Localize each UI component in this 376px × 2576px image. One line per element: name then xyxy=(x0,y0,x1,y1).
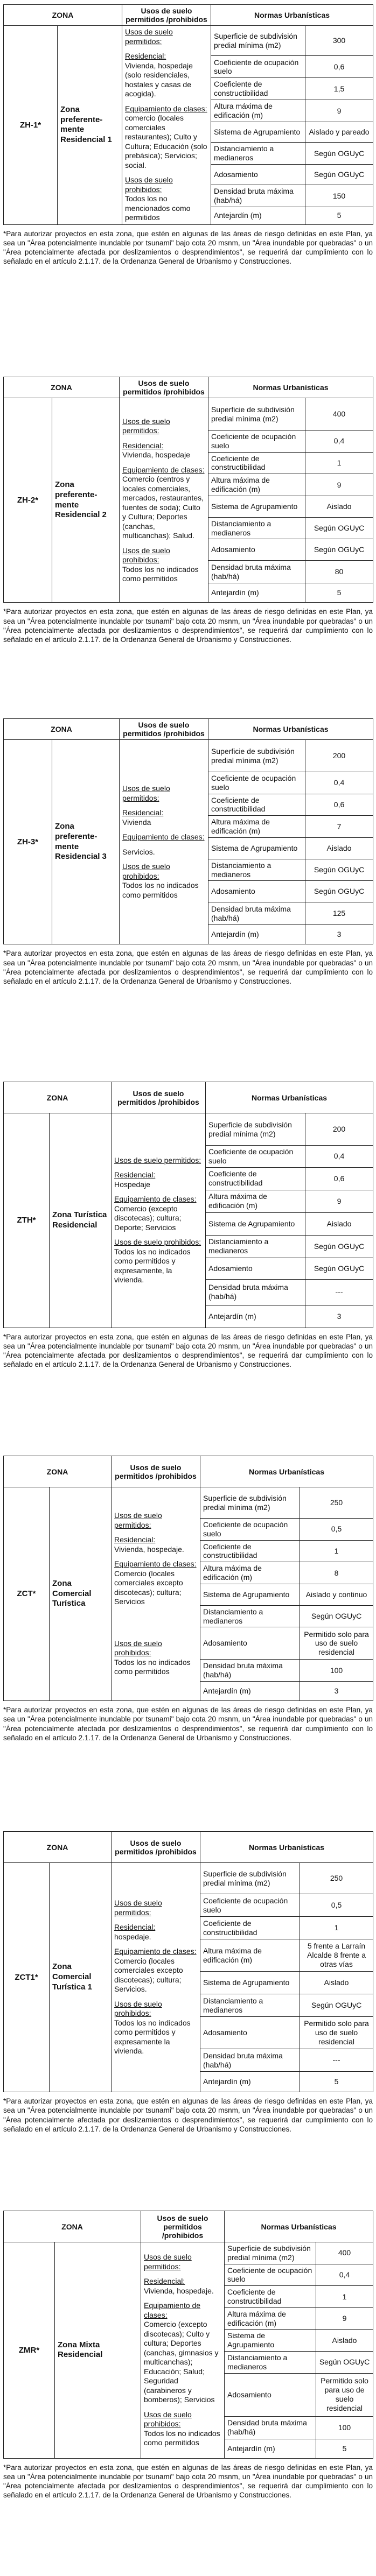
norm-value: Según OGUyC xyxy=(300,1994,373,2017)
norm-label: Coeficiente de ocupación suelo xyxy=(200,1894,300,1917)
uses-text: Todos los no indicados como permitidos y expresamente, la vivienda. xyxy=(114,1247,191,1285)
header-normas: Normas Urbanísticas xyxy=(200,1832,373,1863)
norm-label: Superficie de subdivisión predial mínima (m2) xyxy=(208,740,305,772)
norm-label: Distanciamiento a medianeros xyxy=(208,859,305,881)
norm-value: 5 xyxy=(316,2439,373,2458)
zone-table xyxy=(3,718,373,944)
norm-label: Coeficiente de constructibilidad xyxy=(200,1917,300,1939)
zone-code: ZH-1* xyxy=(4,26,58,225)
norm-value: Aislado xyxy=(305,837,373,859)
norm-label: Altura máxima de edificación (m) xyxy=(208,816,305,838)
uses-title: Equipamiento de clases: xyxy=(114,1947,197,1956)
norm-value: 0,6 xyxy=(305,794,373,816)
norm-value: Según OGUyC xyxy=(305,143,373,165)
norm-label: Sistema de Agrupamiento xyxy=(208,837,305,859)
uses-title: Usos de suelo permitidos: xyxy=(122,417,170,435)
uses-text: Todos los no mencionados como permitidos xyxy=(125,194,191,222)
header-zona: ZONA xyxy=(4,2211,141,2242)
uses-text: Todos los no indicados como permitidos xyxy=(122,881,199,899)
norm-value: Según OGUyC xyxy=(316,2351,373,2373)
uses-cell xyxy=(141,2242,225,2459)
zone-table xyxy=(3,2211,373,2459)
norm-label: Coeficiente de ocupación suelo xyxy=(211,56,305,78)
norm-label: Coeficiente de constructibilidad xyxy=(208,794,305,816)
norm-label: Altura máxima de edificación (m) xyxy=(200,1562,300,1584)
norm-value: 1 xyxy=(300,1540,373,1562)
zone-name: Zona Comercial Turística xyxy=(50,1487,112,1701)
uses-title: Equipamiento de clases: xyxy=(122,832,205,842)
uses-text: Comercio (locales comerciales excepto discotecas); cultura; Servicios. xyxy=(114,1956,183,1994)
norm-value: Aislado y continuo xyxy=(300,1584,373,1605)
norm-label: Densidad bruta máxima (hab/há) xyxy=(200,1660,300,1682)
uses-title: Usos de suelo prohibidos: xyxy=(122,862,170,880)
zone-block-zh3 xyxy=(3,718,373,986)
norm-label: Superficie de subdivisión predial mínima (m2) xyxy=(208,398,305,430)
uses-title: Usos de suelo prohibidos: xyxy=(114,1999,162,2018)
norm-value: 0,6 xyxy=(305,1167,373,1190)
header-normas: Normas Urbanísticas xyxy=(211,5,373,26)
header-zona: ZONA xyxy=(4,5,122,26)
norm-label: Altura máxima de edificación (m) xyxy=(208,474,305,496)
norm-value: 1 xyxy=(316,2286,373,2308)
norm-value: 1 xyxy=(305,452,373,474)
header-usos: Usos de suelo permitidos /prohibidos xyxy=(141,2211,225,2242)
norm-value: Aislado xyxy=(300,1972,373,1994)
norm-value: Según OGUyC xyxy=(305,1235,373,1258)
norm-value: --- xyxy=(305,1279,373,1305)
norm-value: 5 frente a Larraín Alcalde 8 frente a otras vías xyxy=(300,1939,373,1972)
norm-label: Adosamiento xyxy=(208,881,305,902)
norm-label: Coeficiente de ocupación suelo xyxy=(200,1519,300,1541)
norm-value: 0,6 xyxy=(305,56,373,78)
uses-cell xyxy=(120,398,208,603)
norm-label: Coeficiente de constructibilidad xyxy=(206,1167,305,1190)
uses-title: Residencial: xyxy=(114,1923,156,1932)
norm-value: 200 xyxy=(305,1113,373,1146)
zone-table xyxy=(3,1456,373,1701)
uses-title: Equipamiento de clases: xyxy=(125,104,207,113)
header-zona: ZONA xyxy=(4,1456,112,1487)
uses-title: Residencial: xyxy=(125,52,166,60)
risk-note: *Para autorizar proyectos en esta zona, que estén en algunas de las áreas de riesgo definidas en este Plan, ya sea un "Área potencialmente inundable por tsunami" bajo cota 20 msnm, un "Área inundable por quebradas" o un "Área potencialmente afectada por deslizamientos o desprendimientos", se requerirá dar cumplimiento con lo señalado en el artículo 2.1.17. de la Ordenanza General de Urbanismo y Construcciones. xyxy=(3,1332,373,1369)
zone-code: ZMR* xyxy=(4,2242,55,2459)
norm-value: Según OGUyC xyxy=(305,1258,373,1279)
uses-text: Todos los no indicados como permitidos y expresamente la vivienda. xyxy=(114,2018,191,2056)
norm-label: Superficie de subdivisión predial mínima (m2) xyxy=(200,1863,300,1894)
uses-text: Vivienda, hospedaje (solo residenciales, hostales y casas de acogida). xyxy=(125,61,193,98)
uses-text: Todos los no indicados como permitidos xyxy=(114,1657,191,1676)
norm-value: Según OGUyC xyxy=(305,517,373,539)
norm-label: Altura máxima de edificación (m) xyxy=(200,1939,300,1972)
norm-value: Según OGUyC xyxy=(305,881,373,902)
norm-value: 8 xyxy=(300,1562,373,1584)
uses-title: Usos de suelo permitidos: xyxy=(114,1155,201,1165)
norm-value: 0,4 xyxy=(305,430,373,453)
norm-label: Superficie de subdivisión predial mínima (m2) xyxy=(225,2242,316,2264)
norm-value: 125 xyxy=(305,902,373,925)
norm-value: 250 xyxy=(300,1487,373,1519)
header-normas: Normas Urbanísticas xyxy=(225,2211,373,2242)
uses-title: Usos de suelo prohibidos: xyxy=(122,546,170,564)
norm-value: 9 xyxy=(305,100,373,122)
norm-label: Densidad bruta máxima (hab/há) xyxy=(200,2049,300,2072)
norm-label: Coeficiente de ocupación suelo xyxy=(208,430,305,453)
uses-text: Todos los no indicados como permitidos xyxy=(122,564,199,583)
uses-cell xyxy=(122,26,211,225)
header-normas: Normas Urbanísticas xyxy=(208,377,373,398)
norm-label: Distanciamiento a medianeros xyxy=(208,517,305,539)
norm-value: Según OGUyC xyxy=(305,859,373,881)
norm-value: Según OGUyC xyxy=(300,1605,373,1627)
norm-value: 1,5 xyxy=(305,78,373,100)
zone-table xyxy=(3,4,373,225)
norm-value: 200 xyxy=(305,740,373,772)
zone-name: Zona preferente-mente Residencial 2 xyxy=(52,398,120,603)
zone-name: Zona Comercial Turística 1 xyxy=(50,1863,112,2092)
norm-label: Densidad bruta máxima (hab/há) xyxy=(208,561,305,583)
uses-text: Vivienda, hospedaje. xyxy=(114,1544,184,1554)
norm-label: Coeficiente de ocupación suelo xyxy=(206,1146,305,1168)
zone-block-zth xyxy=(3,1082,373,1370)
norm-value: Según OGUyC xyxy=(305,165,373,185)
header-usos: Usos de suelo permitidos /prohibidos xyxy=(120,377,208,398)
zone-block-zmr xyxy=(3,2211,373,2500)
norm-label: Sistema de Agrupamiento xyxy=(206,1212,305,1235)
uses-text: Vivienda, hospedaje xyxy=(122,450,190,460)
zone-table xyxy=(3,1082,373,1328)
zone-code: ZH-2* xyxy=(4,398,52,603)
header-normas: Normas Urbanísticas xyxy=(206,1082,373,1113)
uses-title: Usos de suelo prohibidos: xyxy=(125,175,173,194)
norm-label: Antejardín (m) xyxy=(206,1305,305,1328)
norm-label: Adosamiento xyxy=(211,165,305,185)
norm-value: Permitido solo para uso de suelo residencial xyxy=(300,1627,373,1660)
norm-label: Antejardín (m) xyxy=(200,1681,300,1700)
norm-label: Distanciamiento a medianeros xyxy=(200,1994,300,2017)
norm-label: Sistema de Agrupamiento xyxy=(200,1584,300,1605)
norm-label: Coeficiente de ocupación suelo xyxy=(208,772,305,794)
uses-text: Comercio (centros y locales comerciales, mercados, restaurantes, fuentes de soda); Culto y Cultura; Deportes (canchas, multicanchas); Salud. xyxy=(122,475,204,540)
norm-value: 3 xyxy=(305,925,373,944)
norm-value: 7 xyxy=(305,816,373,838)
norm-value: 5 xyxy=(305,583,373,603)
uses-title: Residencial: xyxy=(122,808,164,817)
zone-block-zct xyxy=(3,1456,373,1742)
norm-label: Adosamiento xyxy=(208,539,305,561)
norm-value: 5 xyxy=(300,2072,373,2092)
uses-title: Equipamiento de clases: xyxy=(114,1195,197,1204)
uses-text: Comercio (locales comerciales excepto discotecas); cultura; Servicios xyxy=(114,1569,183,1606)
norm-value: 0,5 xyxy=(300,1894,373,1917)
norm-value: Aislado xyxy=(305,1212,373,1235)
risk-note: *Para autorizar proyectos en esta zona, que estén en algunas de las áreas de riesgo definidas en este Plan, ya sea un "Área potencialmente inundable por tsunami" bajo cota 20 msnm, un "Área inundable por quebradas" o un "Área potencialmente afectada por deslizamientos o desprendimientos", se requerirá dar cumplimiento con lo señalado en el artículo 2.1.17. de la Ordenanza General de Urbanismo y Construcciones. xyxy=(3,949,373,986)
norm-value: 150 xyxy=(305,185,373,207)
header-usos: Usos de suelo permitidos /prohibidos xyxy=(112,1832,200,1863)
uses-text: Vivienda xyxy=(122,817,151,827)
norm-value: 5 xyxy=(305,207,373,224)
zone-code: ZH-3* xyxy=(4,740,52,944)
norm-label: Antejardín (m) xyxy=(208,925,305,944)
header-zona: ZONA xyxy=(4,719,120,740)
risk-note: *Para autorizar proyectos en esta zona, que estén en algunas de las áreas de riesgo definidas en este Plan, ya sea un "Área potencialmente inundable por tsunami" bajo cota 20 msnm, un "Área inundable por quebradas" o un "Área potencialmente afectada por deslizamientos o desprendimientos", se requerirá dar cumplimiento con lo señalado en el artículo 2.1.17. de la Ordenanza General de Urbanismo y Construcciones. xyxy=(3,608,373,644)
norm-value: 9 xyxy=(316,2307,373,2330)
risk-note: *Para autorizar proyectos en esta zona, que estén en algunas de las áreas de riesgo definidas en este Plan, ya sea un "Área potencialmente inundable por tsunami" bajo cota 20 msnm, un "Área inundable por quebradas" o un "Área potencialmente afectada por deslizamientos o desprendimientos", se requerirá dar cumplimiento con lo señalado en el artículo 2.1.17. de la Ordenanza General de Urbanismo y Construcciones. xyxy=(3,2463,373,2500)
header-zona: ZONA xyxy=(4,377,120,398)
norm-value: 80 xyxy=(305,561,373,583)
norm-value: --- xyxy=(300,2049,373,2072)
header-normas: Normas Urbanísticas xyxy=(200,1456,373,1487)
uses-cell xyxy=(112,1863,200,2092)
header-normas: Normas Urbanísticas xyxy=(208,719,373,740)
uses-title: Usos de suelo prohibidos: xyxy=(114,1639,162,1657)
norm-label: Adosamiento xyxy=(206,1258,305,1279)
norm-label: Adosamiento xyxy=(225,2373,316,2416)
zone-code: ZCT* xyxy=(4,1487,50,1701)
norm-value: 400 xyxy=(316,2242,373,2264)
uses-title: Usos de suelo permitidos: xyxy=(144,2253,192,2271)
zone-code: ZTH* xyxy=(4,1113,50,1328)
uses-title: Usos de suelo permitidos: xyxy=(125,27,173,46)
zone-block-zh1 xyxy=(3,4,373,266)
zone-name: Zona Mixta Residencial xyxy=(55,2242,141,2459)
header-usos: Usos de suelo permitidos /prohibidos xyxy=(112,1082,206,1113)
zone-block-zh2 xyxy=(3,377,373,644)
norm-label: Distanciamiento a medianeros xyxy=(206,1235,305,1258)
norm-value: 0,4 xyxy=(305,772,373,794)
header-usos: Usos de suelo permitidos /prohibidos xyxy=(122,5,211,26)
uses-title: Usos de suelo permitidos: xyxy=(122,784,170,802)
risk-note: *Para autorizar proyectos en esta zona, que estén en algunas de las áreas de riesgo definidas en este Plan, ya sea un "Área potencialmente inundable por tsunami" bajo cota 20 msnm, un "Área inundable por quebradas" o un "Área potencialmente afectada por deslizamientos o desprendimientos", se requerirá dar cumplimiento con lo señalado en el artículo 2.1.17. de la Ordenanza General de Urbanismo y Construcciones. xyxy=(3,2097,373,2133)
norm-label: Densidad bruta máxima (hab/há) xyxy=(225,2416,316,2439)
norm-value: 0,4 xyxy=(316,2264,373,2286)
uses-title: Usos de suelo permitidos: xyxy=(114,1511,162,1529)
risk-note: *Para autorizar proyectos en esta zona, que estén en algunas de las áreas de riesgo definidas en este Plan, ya sea un "Área potencialmente inundable por tsunami" bajo cota 20 msnm, un "Área inundable por quebradas" o un "Área potencialmente afectada por deslizamientos o desprendimientos", se requerirá dar cumplimiento con lo señalado en el artículo 2.1.17. de la Ordenanza General de Urbanismo y Construcciones. xyxy=(3,1705,373,1742)
uses-title: Usos de suelo prohibidos: xyxy=(144,2410,192,2429)
zone-name: Zona preferente-mente Residencial 1 xyxy=(58,26,122,225)
norm-value: 9 xyxy=(305,1190,373,1212)
norm-label: Coeficiente de constructibilidad xyxy=(208,452,305,474)
norm-label: Distanciamiento a medianeros xyxy=(225,2351,316,2373)
norm-label: Densidad bruta máxima (hab/há) xyxy=(211,185,305,207)
norm-value: 0,4 xyxy=(305,1146,373,1168)
header-zona: ZONA xyxy=(4,1832,112,1863)
norm-value: Aislado y pareado xyxy=(305,122,373,142)
norm-label: Coeficiente de constructibilidad xyxy=(200,1540,300,1562)
zone-code: ZCT1* xyxy=(4,1863,50,2092)
norm-label: Adosamiento xyxy=(200,1627,300,1660)
norm-label: Sistema de Agrupamiento xyxy=(211,122,305,142)
risk-note: *Para autorizar proyectos en esta zona, que estén en algunas de las áreas de riesgo definidas en este Plan, ya sea un "Área potencialmente inundable por tsunami" bajo cota 20 msnm, un "Área inundable por quebradas" o un "Área potencialmente afectada por deslizamientos o desprendimientos", se requerirá dar cumplimiento con lo señalado en el artículo 2.1.17. de la Ordenanza General de Urbanismo y Construcciones. xyxy=(3,229,373,266)
uses-cell xyxy=(112,1113,206,1328)
zone-block-zct1 xyxy=(3,1831,373,2134)
norm-label: Densidad bruta máxima (hab/há) xyxy=(208,902,305,925)
zone-name: Zona Turística Residencial xyxy=(50,1113,112,1328)
norm-value: Según OGUyC xyxy=(305,539,373,561)
uses-text: Comercio (excepto discotecas); Culto y cultura; Deportes (canchas, gimnasios y multicanchas); Educación; Salud; Seguridad (carabineros y bomberos); Servicios xyxy=(144,2320,219,2404)
uses-title: Residencial: xyxy=(114,1170,156,1180)
norm-label: Superficie de subdivisión predial mínima (m2) xyxy=(200,1487,300,1519)
uses-title: Equipamiento de clases: xyxy=(122,465,205,474)
norm-value: 1 xyxy=(300,1917,373,1939)
norm-value: Aislado xyxy=(316,2330,373,2352)
uses-title: Residencial: xyxy=(144,2277,185,2286)
norm-value: 400 xyxy=(305,398,373,430)
norm-value: 250 xyxy=(300,1863,373,1894)
uses-cell xyxy=(112,1487,200,1701)
uses-title: Usos de suelo permitidos: xyxy=(114,1899,162,1917)
norm-label: Altura máxima de edificación (m) xyxy=(206,1190,305,1212)
header-usos: Usos de suelo permitidos /prohibidos xyxy=(120,719,208,740)
uses-text: Vivienda, hospedaje. xyxy=(144,2286,214,2295)
norm-value: 3 xyxy=(305,1305,373,1328)
zone-table xyxy=(3,377,373,603)
uses-text: hospedaje. xyxy=(114,1932,151,1941)
norm-label: Antejardín (m) xyxy=(208,583,305,603)
uses-title: Residencial: xyxy=(114,1535,156,1544)
norm-label: Distanciamiento a medianeros xyxy=(211,143,305,165)
zone-name: Zona preferente-mente Residencial 3 xyxy=(52,740,120,944)
norm-label: Densidad bruta máxima (hab/há) xyxy=(206,1279,305,1305)
norm-value: 0,5 xyxy=(300,1519,373,1541)
norm-label: Antejardín (m) xyxy=(225,2439,316,2458)
norm-value: 3 xyxy=(300,1681,373,1700)
norm-label: Altura máxima de edificación (m) xyxy=(211,100,305,122)
uses-title: Usos de suelo prohibidos: xyxy=(114,1238,201,1247)
norm-value: 100 xyxy=(316,2416,373,2439)
uses-title: Residencial: xyxy=(122,441,164,450)
norm-value: Aislado xyxy=(305,496,373,517)
uses-title: Equipamiento de clases: xyxy=(114,1559,197,1569)
norm-label: Antejardín (m) xyxy=(200,2072,300,2092)
norm-value: 100 xyxy=(300,1660,373,1682)
norm-label: Coeficiente de ocupación suelo xyxy=(225,2264,316,2286)
uses-title: Equipamiento de clases: xyxy=(144,2301,201,2319)
zone-table xyxy=(3,1831,373,2092)
uses-cell xyxy=(120,740,208,944)
uses-text: Todos los no indicados como permitidos xyxy=(144,2429,220,2447)
norm-label: Superficie de subdivisión predial mínima (m2) xyxy=(211,26,305,56)
norm-label: Altura máxima de edificación (m) xyxy=(225,2307,316,2330)
norm-label: Coeficiente de constructibilidad xyxy=(225,2286,316,2308)
uses-text: Comercio (excepto discotecas); cultura; Deporte; Servicios xyxy=(114,1204,182,1232)
norm-label: Sistema de Agrupamiento xyxy=(225,2330,316,2352)
norm-label: Antejardín (m) xyxy=(211,207,305,224)
norm-label: Coeficiente de constructibilidad xyxy=(211,78,305,100)
uses-text: Hospedaje xyxy=(114,1180,150,1189)
norm-label: Sistema de Agrupamiento xyxy=(208,496,305,517)
norm-label: Distanciamiento a medianeros xyxy=(200,1605,300,1627)
header-zona: ZONA xyxy=(4,1082,112,1113)
norm-label: Adosamiento xyxy=(200,2017,300,2049)
norm-label: Sistema de Agrupamiento xyxy=(200,1972,300,1994)
header-usos: Usos de suelo permitidos /prohibidos xyxy=(112,1456,200,1487)
uses-text: comercio (locales comerciales restaurantes); Culto y Cultura; Educación (solo prebásica); Servicios; social. xyxy=(125,114,207,170)
norm-value: 9 xyxy=(305,474,373,496)
norm-value: Permitido solo para uso de suelo residencial xyxy=(316,2373,373,2416)
norm-value: 300 xyxy=(305,26,373,56)
uses-text: Servicios. xyxy=(122,847,155,856)
norm-label: Superficie de subdivisión predial mínima (m2) xyxy=(206,1113,305,1146)
norm-value: Permitido solo para uso de suelo residencial xyxy=(300,2017,373,2049)
